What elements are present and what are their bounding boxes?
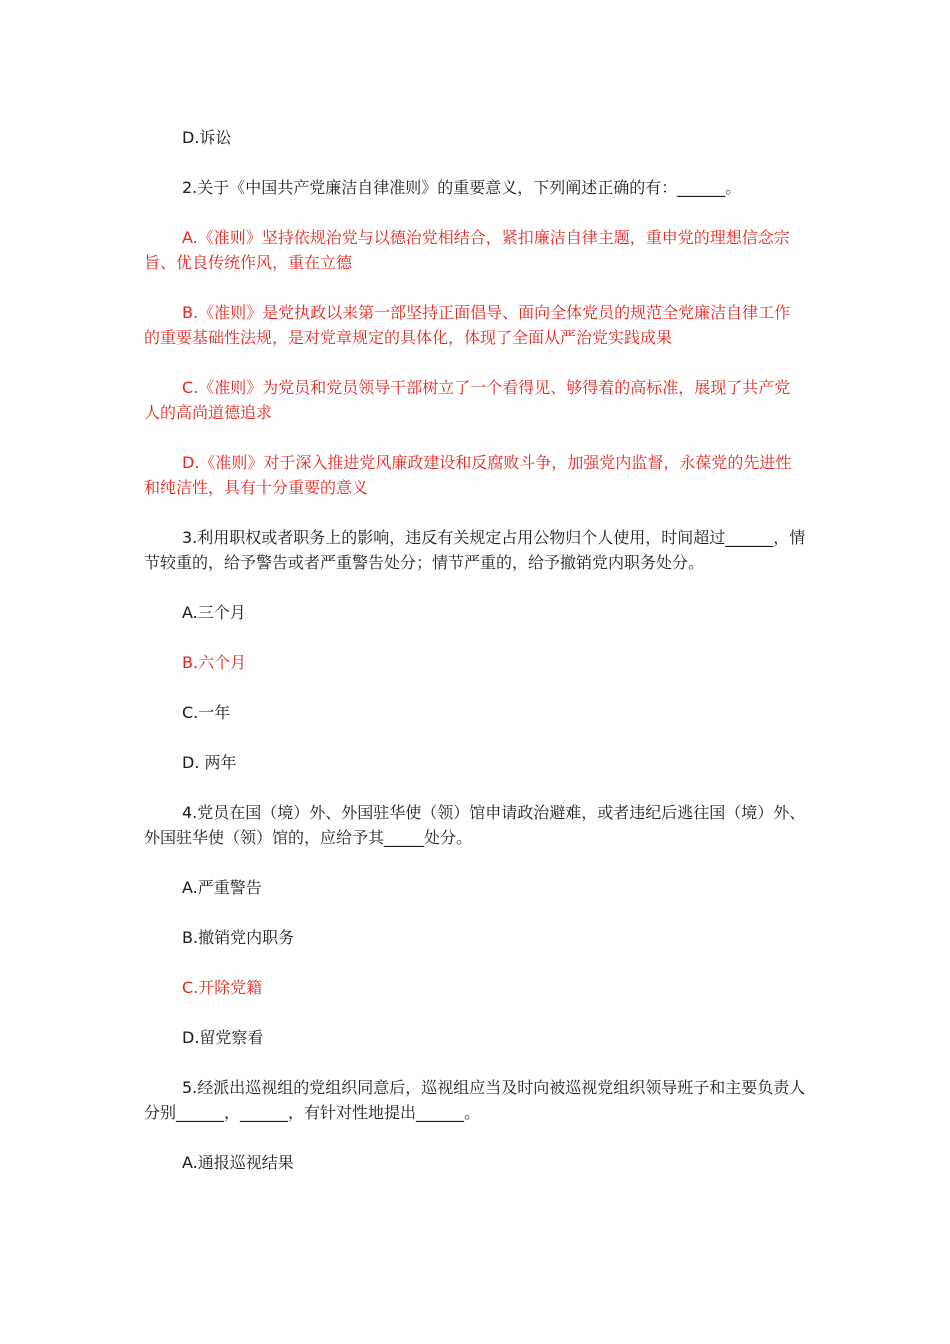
q4-option-b: B.撤销党内职务: [182, 928, 295, 947]
q4-option-c-correct: C.开除党籍: [182, 978, 263, 997]
question-5: 5.经派出巡视组的党组织同意后，巡视组应当及时向被巡视党组织领导班子和主要负责人分别______，______，有针对性地提出______。: [144, 1078, 806, 1122]
q1-option-d: D.诉讼: [182, 128, 232, 147]
question-2: 2.关于《中国共产党廉洁自律准则》的重要意义，下列阐述正确的有：______。: [182, 178, 742, 197]
q2-option-c-correct: C.《准则》为党员和党员领导干部树立了一个看得见、够得着的高标准，展现了共产党人的高尚道德追求: [144, 378, 791, 422]
q2-option-b-correct: B.《准则》是党执政以来第一部坚持正面倡导、面向全体党员的规范全党廉洁自律工作的重要基础性法规，是对党章规定的具体化，体现了全面从严治党实践成果: [144, 303, 791, 347]
q4-option-d: D.留党察看: [182, 1028, 264, 1047]
question-4: 4.党员在国（境）外、外国驻华使（领）馆申请政治避难，或者违纪后逃往国（境）外、外国驻华使（领）馆的，应给予其_____处分。: [144, 803, 806, 847]
q3-option-c: C.一年: [182, 703, 231, 722]
q2-option-d-correct: D.《准则》对于深入推进党风廉政建设和反腐败斗争，加强党内监督，永葆党的先进性和纯洁性，具有十分重要的意义: [144, 453, 792, 497]
q3-option-d: D. 两年: [182, 753, 237, 772]
q3-option-b-correct: B.六个月: [182, 653, 247, 672]
q3-option-a: A.三个月: [182, 603, 246, 622]
q5-option-a: A.通报巡视结果: [182, 1153, 294, 1172]
q4-option-a: A.严重警告: [182, 878, 262, 897]
question-3: 3.利用职权或者职务上的影响，违反有关规定占用公物归个人使用，时间超过______，情节较重的，给予警告或者严重警告处分；情节严重的，给予撤销党内职务处分。: [144, 528, 806, 572]
q2-option-a-correct: A.《准则》坚持依规治党与以德治党相结合，紧扣廉洁自律主题，重申党的理想信念宗旨、优良传统作风，重在立德: [144, 228, 790, 272]
